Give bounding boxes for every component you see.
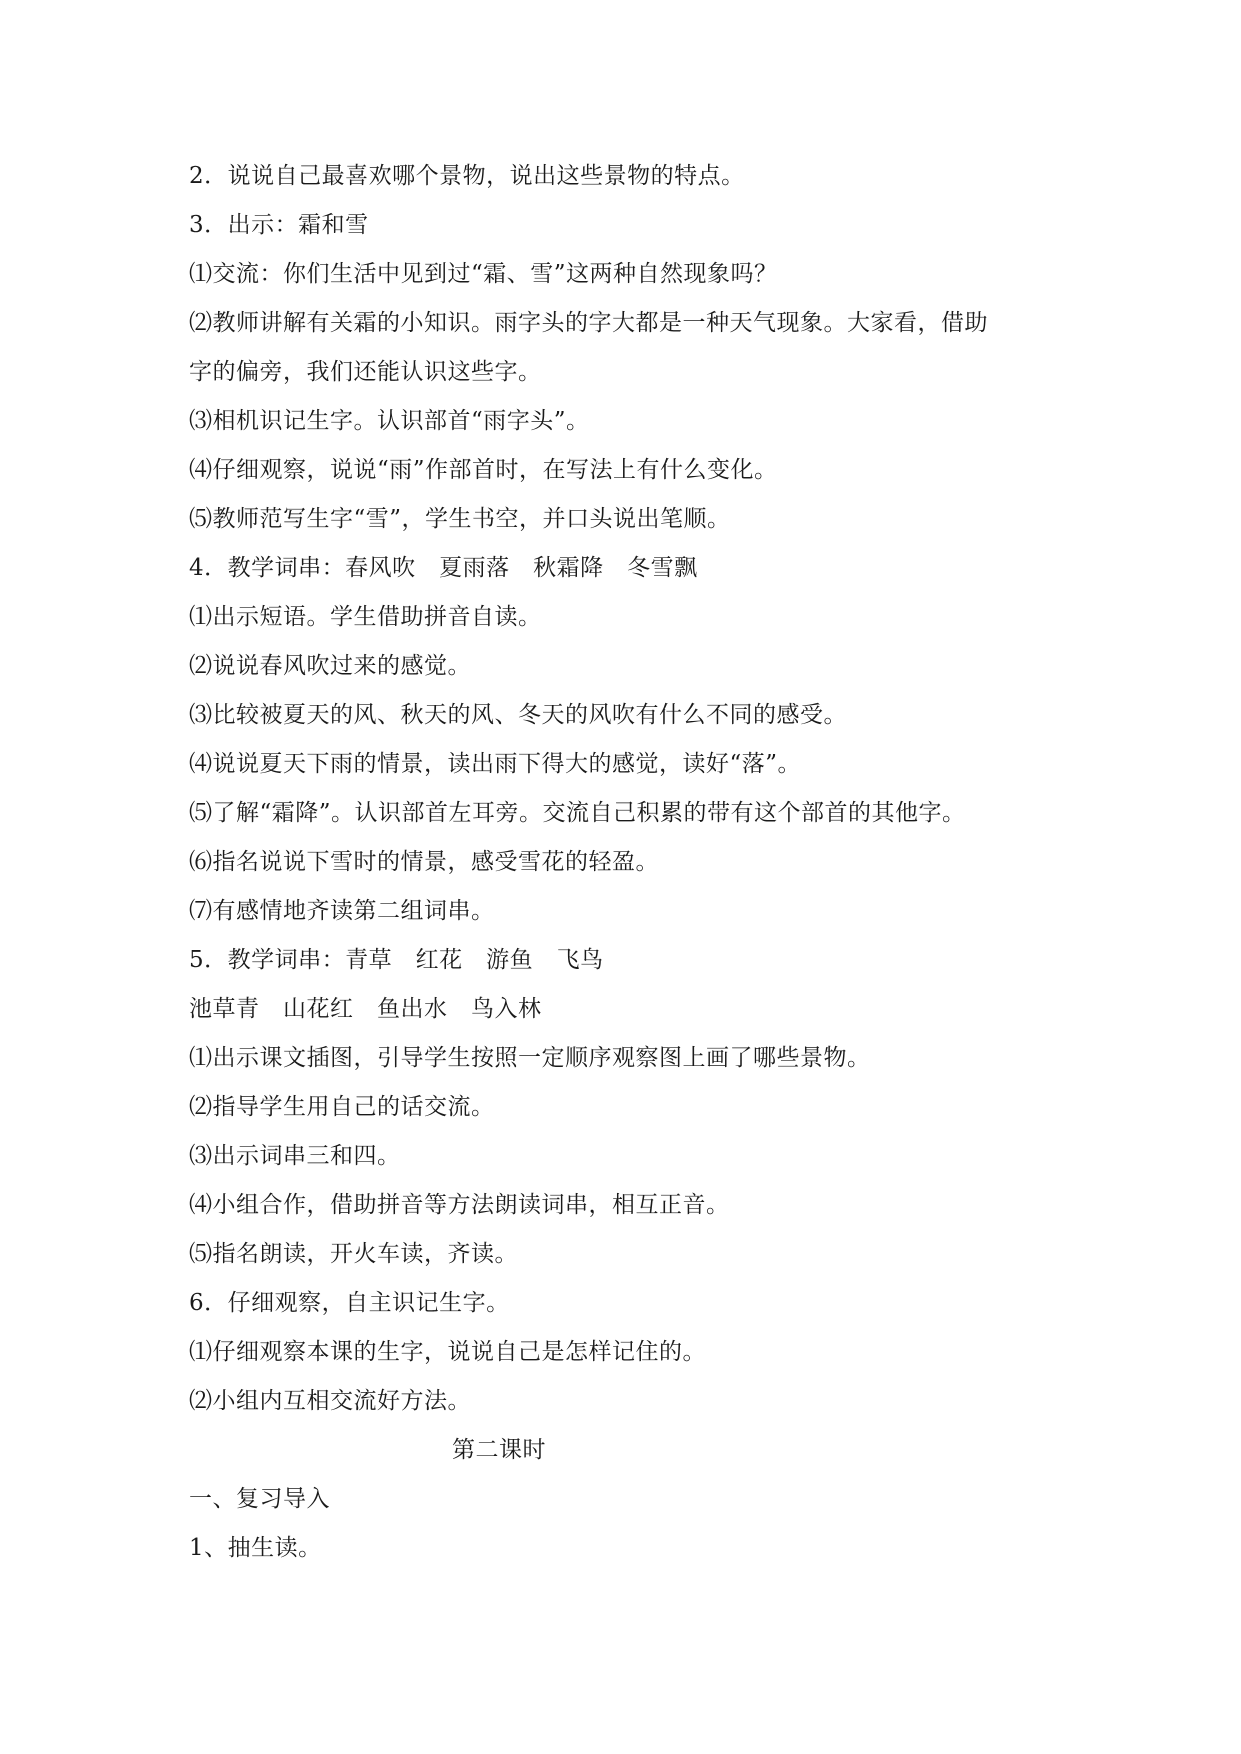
text-line: ⑸了解“霜降”。认识部首左耳旁。交流自己积累的带有这个部首的其他字。 xyxy=(189,800,966,826)
text-line: ⑷小组合作，借助拼音等方法朗读词串，相互正音。 xyxy=(189,1192,730,1218)
text-line: 4．教学词串：春风吹 夏雨落 秋霜降 冬雪飘 xyxy=(189,555,698,581)
text-line: 5．教学词串：青草 红花 游鱼 飞鸟 xyxy=(189,947,604,973)
text-line: ⑸教师范写生字“雪”，学生书空，并口头说出笔顺。 xyxy=(189,506,731,532)
text-line: ⑵小组内互相交流好方法。 xyxy=(189,1388,471,1414)
text-line: ⑴出示课文插图，引导学生按照一定顺序观察图上画了哪些景物。 xyxy=(189,1045,871,1071)
heading-review: 一、复习导入 xyxy=(189,1486,330,1512)
text-line: 池草青 山花红 鱼出水 鸟入林 xyxy=(189,996,542,1022)
text-line: ⑴交流：你们生活中见到过“霜、雪”这两种自然现象吗？ xyxy=(189,261,778,287)
text-line: 2．说说自己最喜欢哪个景物，说出这些景物的特点。 xyxy=(189,163,745,189)
text-line: 1、抽生读。 xyxy=(189,1535,322,1561)
section-title: 第二课时 xyxy=(452,1437,546,1463)
text-line: ⑸指名朗读，开火车读，齐读。 xyxy=(189,1241,518,1267)
document-body xyxy=(189,152,1059,1573)
text-line: 6．仔细观察，自主识记生字。 xyxy=(189,1290,510,1316)
text-line: ⑴出示短语。学生借助拼音自读。 xyxy=(189,604,542,630)
text-line: ⑺有感情地齐读第二组词串。 xyxy=(189,898,495,924)
text-line: ⑵教师讲解有关霜的小知识。雨字头的字大都是一种天气现象。大家看，借助 xyxy=(189,310,988,336)
text-line: 字的偏旁，我们还能认识这些字。 xyxy=(189,359,542,385)
text-line: ⑴仔细观察本课的生字，说说自己是怎样记住的。 xyxy=(189,1339,706,1365)
text-line: ⑶出示词串三和四。 xyxy=(189,1143,401,1169)
text-line: ⑹指名说说下雪时的情景，感受雪花的轻盈。 xyxy=(189,849,659,875)
text-line: 3．出示：霜和雪 xyxy=(189,212,369,238)
text-line: ⑵说说春风吹过来的感觉。 xyxy=(189,653,471,679)
text-line: ⑷说说夏天下雨的情景，读出雨下得大的感觉，读好“落”。 xyxy=(189,751,802,777)
text-line: ⑷仔细观察，说说“雨”作部首时，在写法上有什么变化。 xyxy=(189,457,778,483)
text-line: ⑶相机识记生字。认识部首“雨字头”。 xyxy=(189,408,590,434)
text-line: ⑵指导学生用自己的话交流。 xyxy=(189,1094,495,1120)
text-line: ⑶比较被夏天的风、秋天的风、冬天的风吹有什么不同的感受。 xyxy=(189,702,847,728)
